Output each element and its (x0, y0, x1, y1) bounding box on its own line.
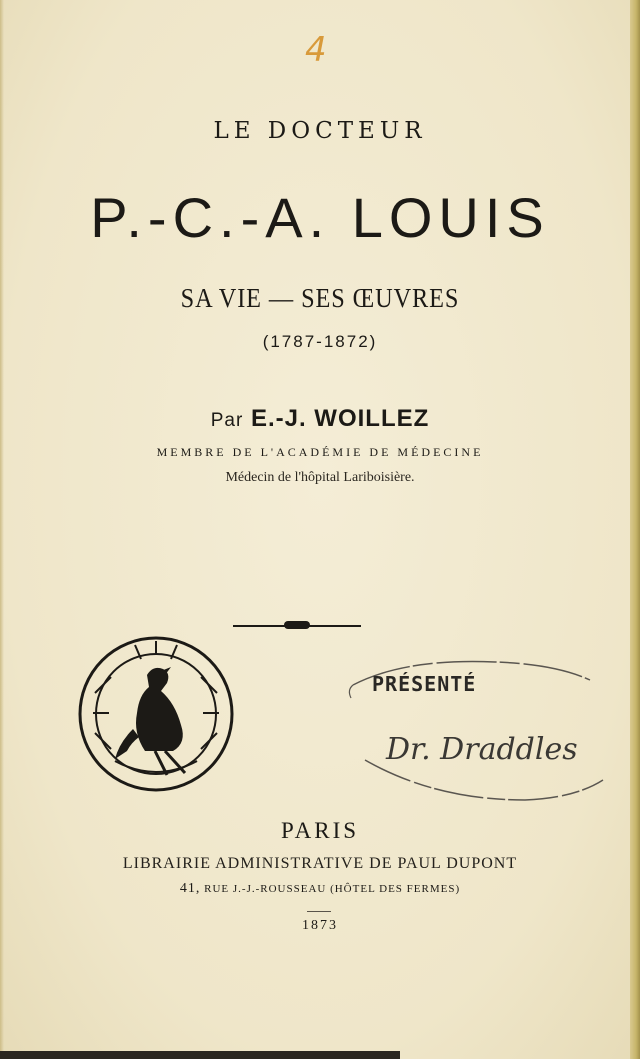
author-prefix: Par (210, 410, 244, 431)
imprint-publisher: LIBRAIRIE ADMINISTRATIVE DE PAUL DUPONT (122, 855, 518, 872)
imprint-address: RUE J.-J.-ROUSSEAU (HÔTEL DES FERMES) (204, 883, 461, 895)
author-line (0, 405, 640, 433)
author-name: E.-J. WOILLEZ (250, 405, 430, 432)
pencil-annotation: 4 (305, 30, 327, 70)
pre-title: LE DOCTEUR (213, 118, 427, 144)
presente-stamp-text: PRÉSENTÉ (372, 672, 477, 696)
imprint-address-number: 41, (179, 881, 201, 896)
main-title: P.-C.-A. LOUIS (90, 186, 550, 249)
page-left-edge (0, 0, 4, 1059)
rule-ornament (284, 621, 310, 629)
imprint-address-line (0, 881, 640, 897)
imprint-divider (307, 911, 331, 912)
handwritten-donor-name: Dr. Draddles (386, 732, 578, 767)
page-right-edge (630, 0, 640, 1059)
author-position: Médecin de l'hôpital Lariboisière. (225, 470, 415, 485)
publisher-bird-emblem-icon (75, 633, 237, 795)
book-subtitle: SA VIE — SES ŒUVRES (180, 283, 460, 313)
scan-bottom-bar (0, 1051, 400, 1059)
author-role: MEMBRE DE L'ACADÉMIE DE MÉDECINE (156, 445, 484, 459)
life-dates: (1787-1872) (262, 332, 378, 351)
imprint-city: PARIS (280, 818, 360, 843)
imprint-year: 1873 (302, 918, 338, 933)
